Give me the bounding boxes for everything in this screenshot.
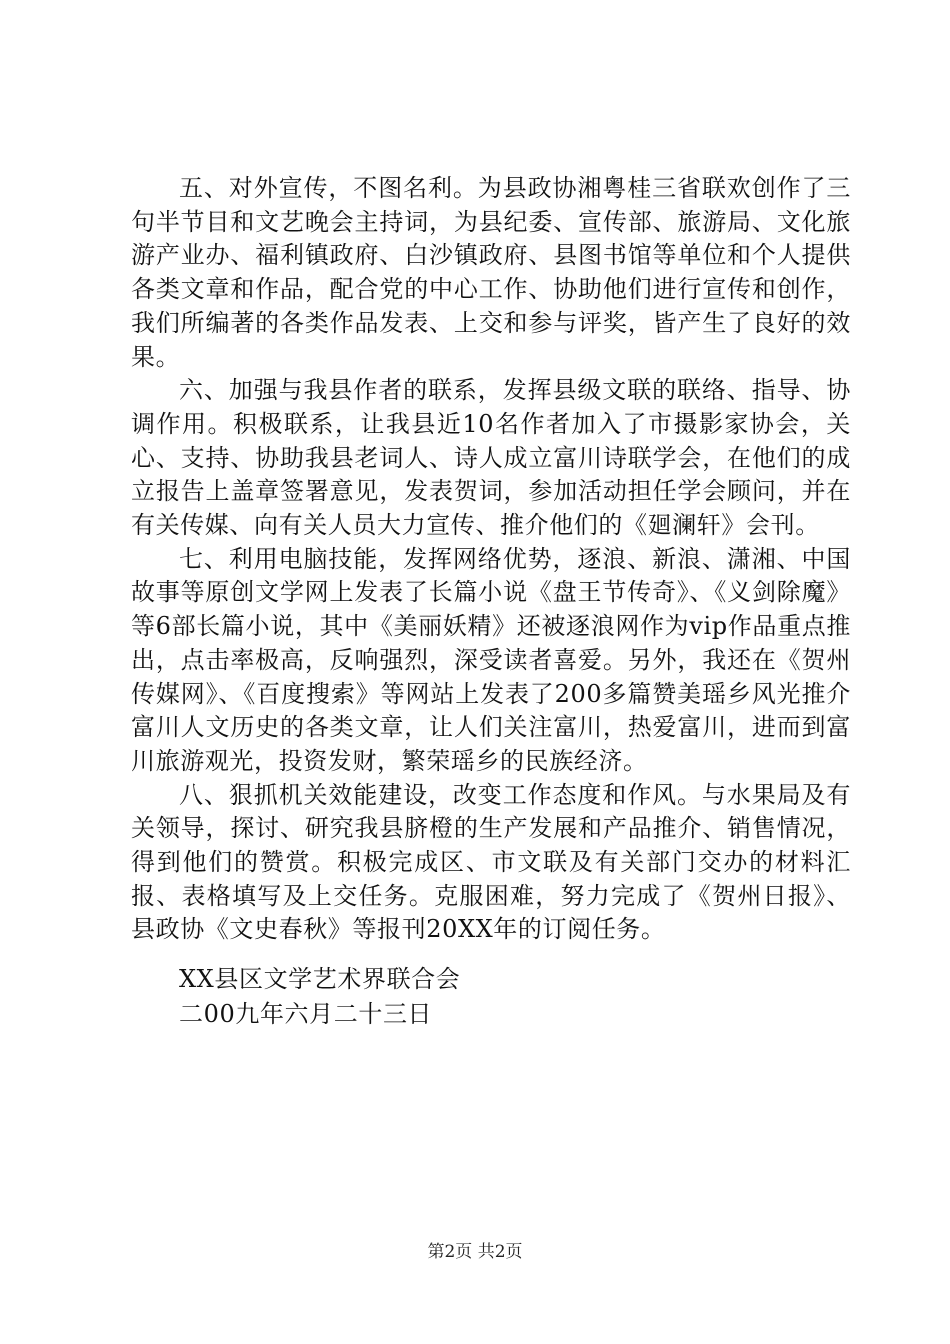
signature-block: [179, 962, 779, 1032]
paragraph-section-8: 八、狠抓机关效能建设，改变工作态度和作风。与水果局及有关领导，探讨、研究我县脐橙的生产发展和产品推介、销售情况，得到他们的赞赏。积极完成区、市文联及有关部门交办的材料汇报、表格填写及上交任务。克服困难，努力完成了《贺州日报》、县政协《文史春秋》等报刊20XX年的订阅任务。: [131, 780, 851, 944]
page-footer: 第2页 共2页: [427, 1242, 523, 1262]
paragraph-section-7: 七、利用电脑技能，发挥网络优势，逐浪、新浪、潇湘、中国故事等原创文学网上发表了长篇小说《盘王节传奇》、《义剑除魔》等6部长篇小说，其中《美丽妖精》还被逐浪网作为vip作品重点推出，点击率极高，反响强烈，深受读者喜爱。另外，我还在《贺州传媒网》、《百度搜索》等网站上发表了200多篇赞美瑶乡风光推介富川人文历史的各类文章，让人们关注富川，热爱富川，进而到富川旅游观光，投资发财，繁荣瑶乡的民族经济。: [131, 544, 851, 775]
document-body: [131, 172, 851, 947]
signature-date: 二00九年六月二十三日: [179, 1000, 433, 1028]
signature-organization: XX县区文学艺术界联合会: [179, 965, 461, 993]
paragraph-section-5: 五、对外宣传，不图名利。为县政协湘粤桂三省联欢创作了三句半节目和文艺晚会主持词，为县纪委、宣传部、旅游局、文化旅游产业办、福利镇政府、白沙镇政府、县图书馆等单位和个人提供各类文章和作品，配合党的中心工作、协助他们进行宣传和创作，我们所编著的各类作品发表、上交和参与评奖，皆产生了良好的效果。: [131, 174, 851, 371]
paragraph-section-6: 六、加强与我县作者的联系，发挥县级文联的联络、指导、协调作用。积极联系，让我县近10名作者加入了市摄影家协会，关心、支持、协助我县老词人、诗人成立富川诗联学会，在他们的成立报告上盖章签署意见，发表贺词，参加活动担任学会顾问，并在有关传媒、向有关人员大力宣传、推介他们的《廻澜轩》会刊。: [131, 376, 851, 540]
